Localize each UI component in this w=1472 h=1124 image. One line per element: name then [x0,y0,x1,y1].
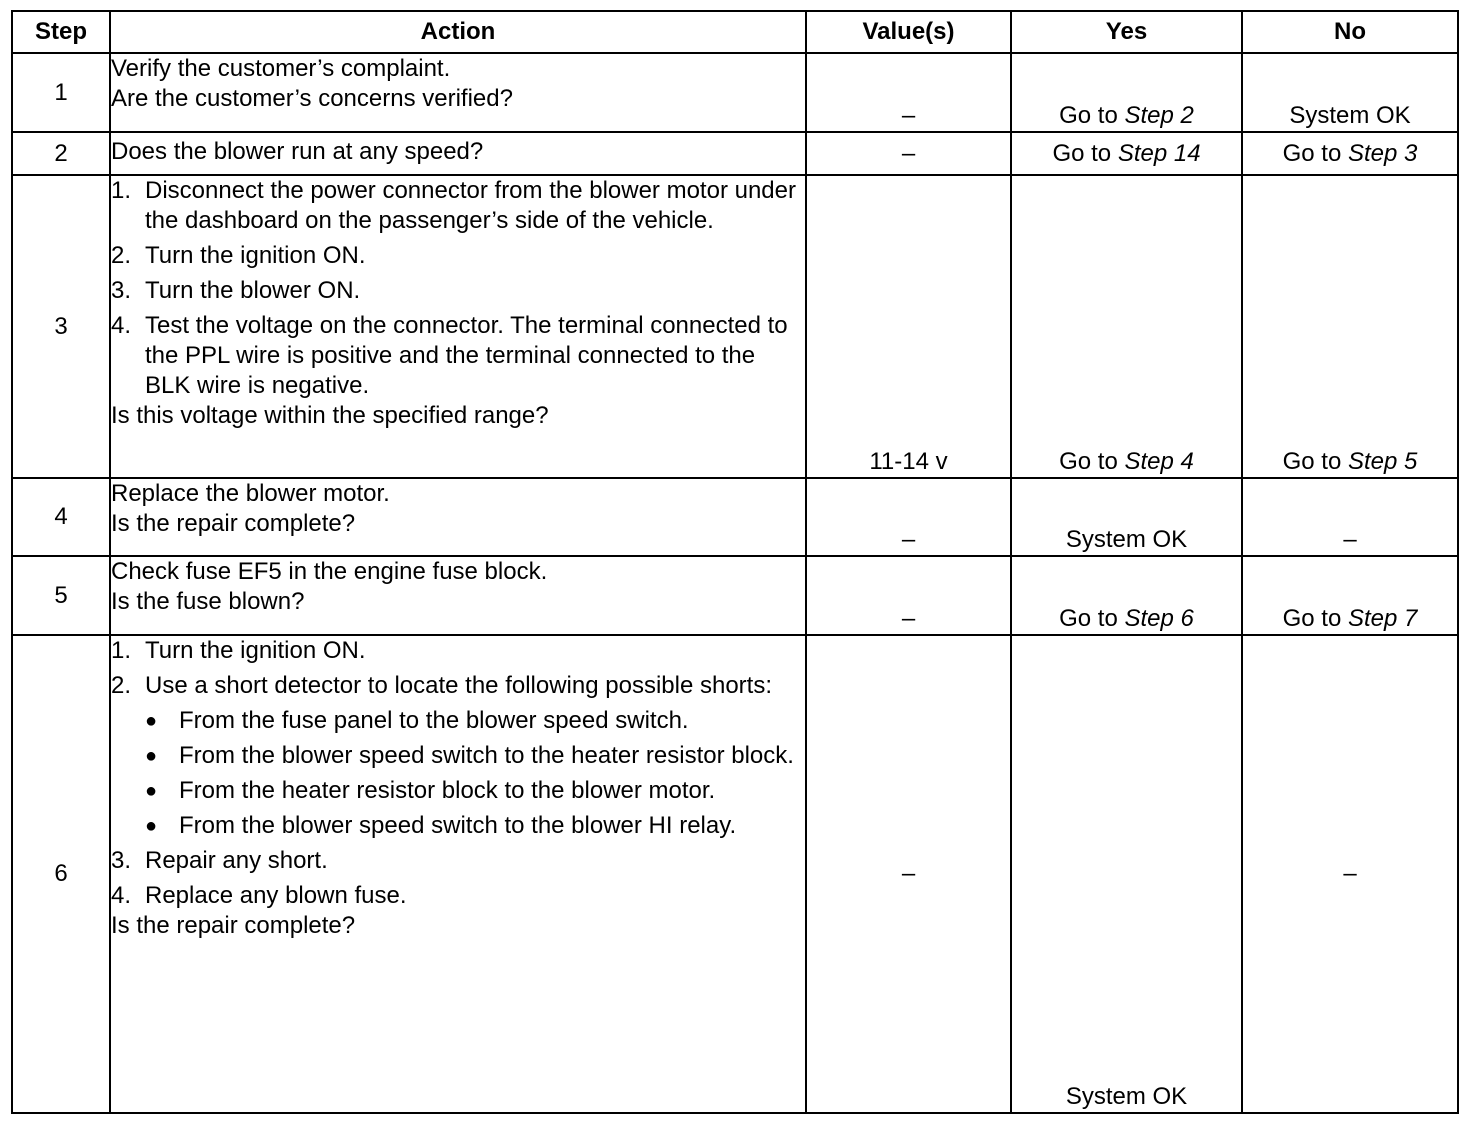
step-number: 4 [12,478,110,556]
value-cell: – [806,478,1011,556]
yes-prefix: Go to [1059,102,1118,129]
value-cell: 11-14 v [806,175,1011,478]
numbered-item: 1. Disconnect the power connector from the blower motor under the dashboard on the passenger’s side of the vehicle. [111,177,796,234]
yes-prefix: Go to [1059,448,1118,475]
table-row [12,175,1458,478]
step-number: 1 [12,53,110,132]
action-line: Verify the customer’s complaint. [111,55,451,82]
action-cell [110,478,806,556]
table-row [12,53,1458,132]
yes-cell: System OK [1011,635,1242,1113]
yes-cell [1011,132,1242,175]
no-cell [1242,132,1458,175]
yes-step-ref: Step 14 [1117,139,1201,167]
header-row [12,11,1458,53]
bullet-item: ● From the blower speed switch to the heater resistor block. [145,742,794,769]
action-question: Does the blower run at any speed? [111,138,484,165]
bullet-icon: ● [145,745,158,767]
yes-cell [1011,556,1242,635]
action-line: Replace the blower motor. [111,480,390,507]
bullet-item: ● From the blower speed switch to the blower HI relay. [145,812,737,839]
action-question: Is the fuse blown? [111,588,305,615]
action-cell [110,556,806,635]
value-cell: – [806,132,1011,175]
no-step-ref: Step 7 [1347,605,1418,632]
value-cell: – [806,556,1011,635]
yes-step-ref: Step 2 [1124,102,1194,129]
header-yes: Yes [1011,11,1242,53]
header-no: No [1242,11,1458,53]
header-step: Step [12,11,110,53]
yes-prefix: Go to [1059,605,1118,632]
yes-cell [1011,53,1242,132]
value-cell: – [806,635,1011,1113]
action-line: Check fuse EF5 in the engine fuse block. [111,558,548,585]
numbered-item: 3. Repair any short. [111,847,328,874]
no-prefix: Go to [1282,139,1342,167]
no-cell: System OK [1242,53,1458,132]
no-prefix: Go to [1282,448,1342,475]
no-step-ref: Step 3 [1347,139,1418,167]
no-cell [1242,556,1458,635]
value-cell: – [806,53,1011,132]
yes-prefix: Go to [1052,139,1112,167]
step-number: 2 [12,132,110,175]
numbered-item: 2. Turn the ignition ON. [111,242,366,269]
header-action: Action [110,11,806,53]
table-row [12,478,1458,556]
table-row [12,132,1458,175]
no-cell: – [1242,635,1458,1113]
numbered-item: 3. Turn the blower ON. [111,277,361,304]
bullet-item: ● From the heater resistor block to the blower motor. [145,777,716,804]
action-question: Is the repair complete? [111,912,356,939]
bullet-icon: ● [145,780,158,802]
action-cell [110,635,806,1113]
no-cell [1242,175,1458,478]
bullet-item: ● From the fuse panel to the blower speed switch. [145,707,689,734]
action-cell [110,53,806,132]
action-cell [110,132,806,175]
no-prefix: Go to [1282,605,1342,632]
step-number: 5 [12,556,110,635]
action-question: Is this voltage within the specified range? [111,402,549,429]
bullet-icon: ● [145,710,158,732]
header-values: Value(s) [806,11,1011,53]
yes-cell: System OK [1011,478,1242,556]
numbered-item: 4. Test the voltage on the connector. The terminal connected to the PPL wire is positive and the terminal connected to the BLK wire is negative. [111,312,788,399]
step-number: 6 [12,635,110,1113]
action-question: Is the repair complete? [111,510,356,537]
no-step-ref: Step 5 [1347,448,1418,475]
no-cell: – [1242,478,1458,556]
numbered-item: 4. Replace any blown fuse. [111,882,407,909]
table-row [12,556,1458,635]
diagnostic-table [11,10,1459,1114]
table-row [12,635,1458,1113]
numbered-item: 2. Use a short detector to locate the following possible shorts: [111,672,772,699]
action-cell [110,175,806,478]
bullet-icon: ● [145,815,158,837]
yes-cell [1011,175,1242,478]
yes-step-ref: Step 6 [1124,605,1194,632]
action-question: Are the customer’s concerns verified? [111,85,513,112]
yes-step-ref: Step 4 [1124,448,1194,475]
step-number: 3 [12,175,110,478]
numbered-item: 1. Turn the ignition ON. [111,637,366,664]
